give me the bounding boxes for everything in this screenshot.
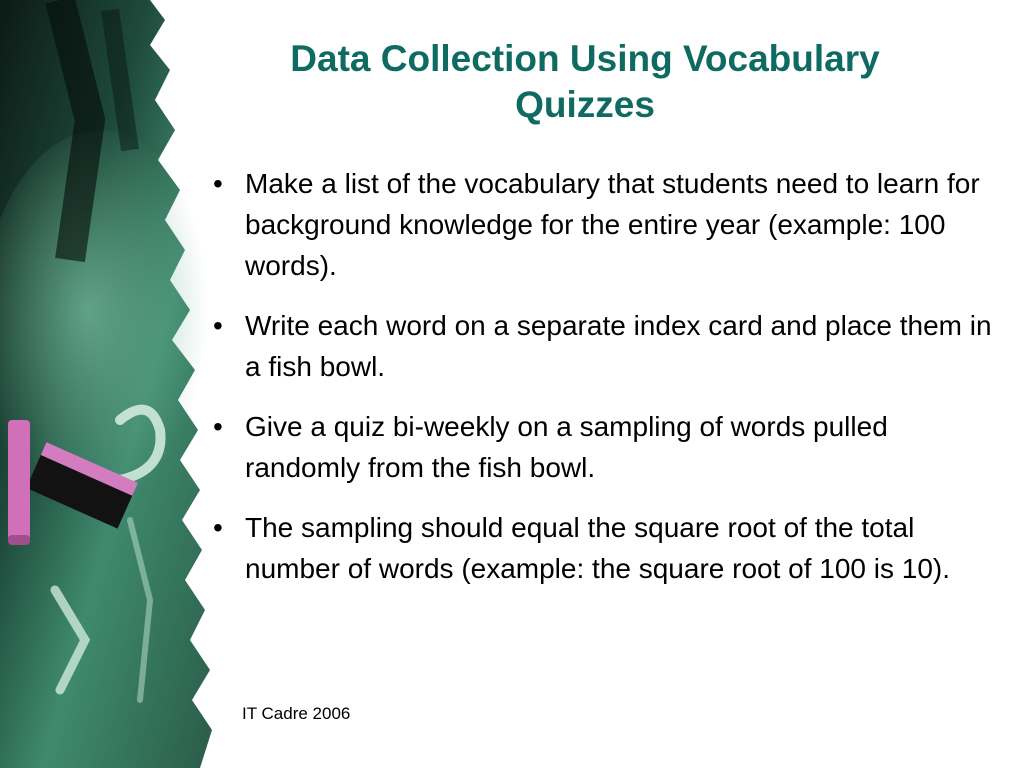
bullet-item [205, 507, 995, 589]
bullet-text: The sampling should equal the square root of the total number of words (example: the square root of 100 is 10). [245, 512, 951, 584]
bullet-text: Give a quiz bi-weekly on a sampling of words pulled randomly from the fish bowl. [245, 411, 888, 483]
bullet-list [205, 163, 995, 608]
bullet-item [205, 305, 995, 387]
bullet-text: Make a list of the vocabulary that students need to learn for background knowledge for the entire year (example: 100 words). [245, 168, 980, 281]
slide-title: Data Collection Using Vocabulary Quizzes [290, 38, 880, 125]
slide-footer: IT Cadre 2006 [242, 704, 351, 723]
bullet-icon: • [213, 310, 223, 341]
bullet-icon: • [213, 411, 223, 442]
bullet-icon: • [213, 512, 223, 543]
bullet-item [205, 163, 995, 286]
bullet-icon: • [213, 168, 223, 199]
bullet-text: Write each word on a separate index card and place them in a fish bowl. [245, 310, 992, 382]
chalkboard-chalk-image [0, 0, 240, 768]
bullet-item [205, 406, 995, 488]
